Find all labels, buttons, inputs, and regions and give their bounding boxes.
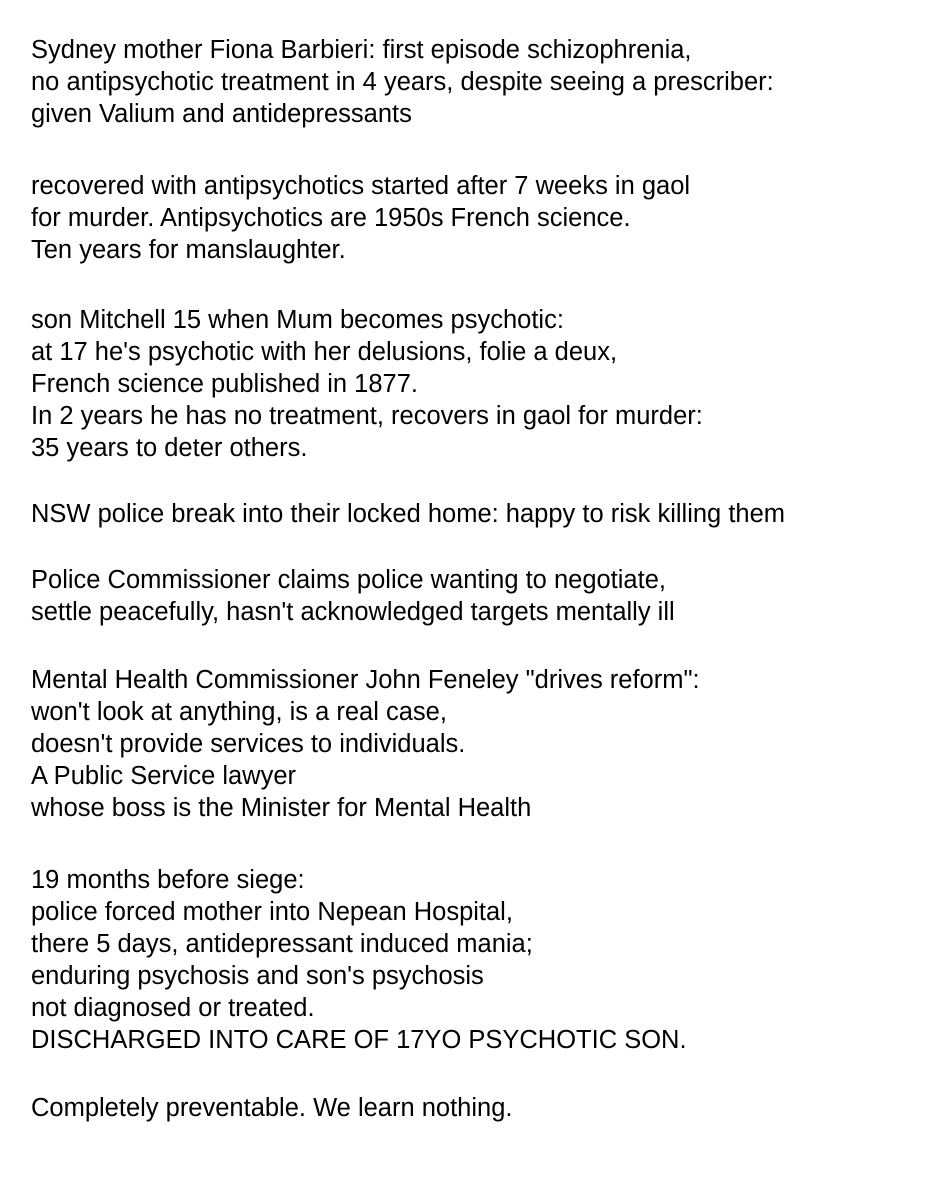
text-line: there 5 days, antidepressant induced mania;	[31, 930, 533, 958]
paragraph-fiona-barbieri	[31, 34, 774, 130]
text-line: In 2 years he has no treatment, recovers in gaol for murder:	[31, 402, 703, 430]
text-line: recovered with antipsychotics started after 7 weeks in gaol	[31, 172, 691, 200]
text-line: whose boss is the Minister for Mental Health	[31, 794, 532, 822]
text-line: not diagnosed or treated.	[31, 994, 315, 1022]
text-line: Sydney mother Fiona Barbieri: first episode schizophrenia,	[31, 36, 692, 64]
paragraph-before-siege	[31, 864, 687, 1056]
paragraph-son-mitchell	[31, 304, 703, 464]
text-line: son Mitchell 15 when Mum becomes psychotic:	[31, 306, 564, 334]
paragraph-police-commissioner	[31, 564, 675, 628]
text-line: police forced mother into Nepean Hospital,	[31, 898, 513, 926]
text-line: settle peacefully, hasn't acknowledged targets mentally ill	[31, 598, 675, 626]
text-line: Mental Health Commissioner John Feneley "drives reform":	[31, 666, 700, 694]
text-line: at 17 he's psychotic with her delusions, folie a deux,	[31, 338, 618, 366]
text-line: French science published in 1877.	[31, 370, 418, 398]
text-line: Completely preventable. We learn nothing.	[31, 1094, 513, 1122]
text-line: doesn't provide services to individuals.	[31, 730, 466, 758]
text-line: 19 months before siege:	[31, 866, 305, 894]
text-line: no antipsychotic treatment in 4 years, despite seeing a prescriber:	[31, 68, 774, 96]
text-line: won't look at anything, is a real case,	[31, 698, 447, 726]
text-line: DISCHARGED INTO CARE OF 17YO PSYCHOTIC SON.	[31, 1026, 687, 1054]
text-line: Ten years for manslaughter.	[31, 236, 346, 264]
text-line: 35 years to deter others.	[31, 434, 308, 462]
text-line: given Valium and antidepressants	[31, 100, 412, 128]
paragraph-conclusion	[31, 1092, 512, 1124]
text-line: enduring psychosis and son's psychosis	[31, 962, 484, 990]
text-line: A Public Service lawyer	[31, 762, 297, 790]
text-line: NSW police break into their locked home: happy to risk killing them	[31, 500, 786, 528]
paragraph-recovery	[31, 170, 690, 266]
text-line: for murder. Antipsychotics are 1950s French science.	[31, 204, 631, 232]
text-line: Police Commissioner claims police wanting to negotiate,	[31, 566, 666, 594]
paragraph-mental-health-commissioner	[31, 664, 700, 824]
paragraph-nsw-police	[31, 498, 785, 530]
